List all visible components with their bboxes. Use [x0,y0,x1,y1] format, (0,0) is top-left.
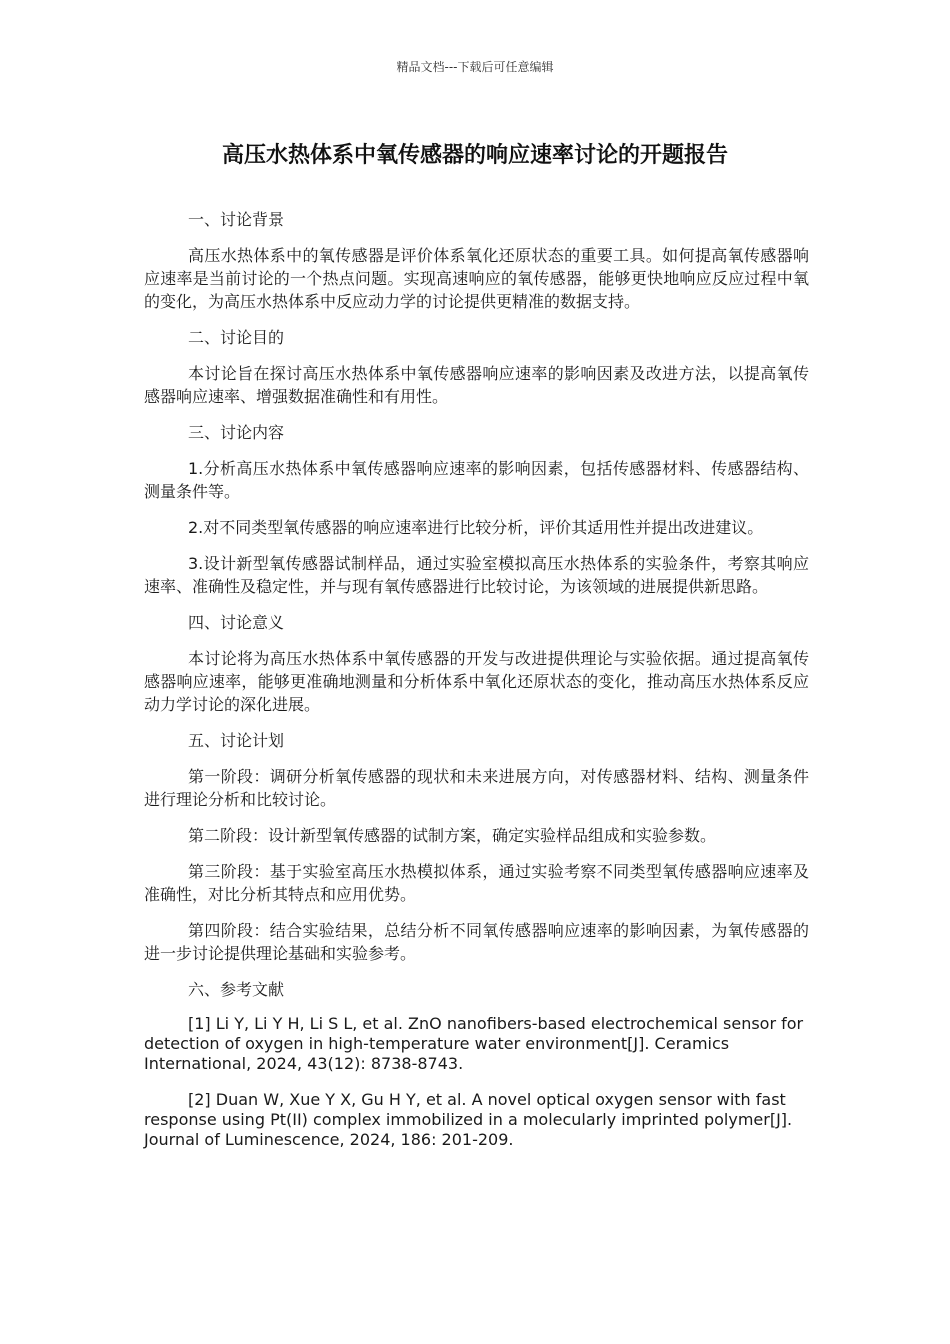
header-note: 精品文档---下载后可任意编辑 [396,60,554,74]
reference-item-2: [2] Duan W, Xue Y X, Gu H Y, et al. A novel optical oxygen sensor with fast response using Pt(II) complex immobilized in a molecularly imprinted polymer[J]. Journal of Luminescence, 2024, 186: 201-209. [144,1090,793,1149]
section-heading-content: 三、讨论内容 [188,423,285,442]
paragraph-significance: 本讨论将为高压水热体系中氧传感器的开发与改进提供理论与实验依据。通过提高氧传感器响应速率，能够更准确地测量和分析体系中氧化还原状态的变化，推动高压水热体系反应动力学讨论的深化进展。 [144,649,809,714]
paragraph-content-3: 3.设计新型氧传感器试制样品，通过实验室模拟高压水热体系的实验条件，考察其响应速率、准确性及稳定性，并与现有氧传感器进行比较讨论，为该领域的进展提供新思路。 [144,554,809,596]
paragraph-plan-stage-2: 第二阶段：设计新型氧传感器的试制方案，确定实验样品组成和实验参数。 [188,826,717,845]
paragraph-background: 高压水热体系中的氧传感器是评价体系氧化还原状态的重要工具。如何提高氧传感器响应速率是当前讨论的一个热点问题。实现高速响应的氧传感器，能够更快地响应反应过程中氧的变化，为高压水热体系中反应动力学的讨论提供更精准的数据支持。 [144,246,809,311]
paragraph-purpose: 本讨论旨在探讨高压水热体系中氧传感器响应速率的影响因素及改进方法，以提高氧传感器响应速率、增强数据准确性和有用性。 [144,364,809,406]
paragraph-plan-stage-4: 第四阶段：结合实验结果，总结分析不同氧传感器响应速率的影响因素，为氧传感器的进一步讨论提供理论基础和实验参考。 [144,921,809,963]
paragraph-plan-stage-1: 第一阶段：调研分析氧传感器的现状和未来进展方向，对传感器材料、结构、测量条件进行理论分析和比较讨论。 [144,767,809,809]
paragraph-content-1: 1.分析高压水热体系中氧传感器响应速率的影响因素，包括传感器材料、传感器结构、测量条件等。 [144,459,809,501]
section-heading-plan: 五、讨论计划 [188,731,285,750]
document-body [144,208,809,1166]
paragraph-plan-stage-3: 第三阶段：基于实验室高压水热模拟体系，通过实验考察不同类型氧传感器响应速率及准确性，对比分析其特点和应用优势。 [144,862,809,904]
section-heading-purpose: 二、讨论目的 [188,328,285,347]
paragraph-content-2: 2.对不同类型氧传感器的响应速率进行比较分析，评价其适用性并提出改进建议。 [188,518,764,537]
document-title: 高压水热体系中氧传感器的响应速率讨论的开题报告 [221,143,728,168]
section-heading-references: 六、参考文献 [188,980,285,999]
reference-item-1: [1] Li Y, Li Y H, Li S L, et al. ZnO nanofibers-based electrochemical sensor for detection of oxygen in high-temperature water environment[J]. Ceramics International, 2024, 43(12): 8738-8743. [144,1014,804,1073]
section-heading-significance: 四、讨论意义 [188,613,285,632]
section-heading-background: 一、讨论背景 [188,210,285,229]
